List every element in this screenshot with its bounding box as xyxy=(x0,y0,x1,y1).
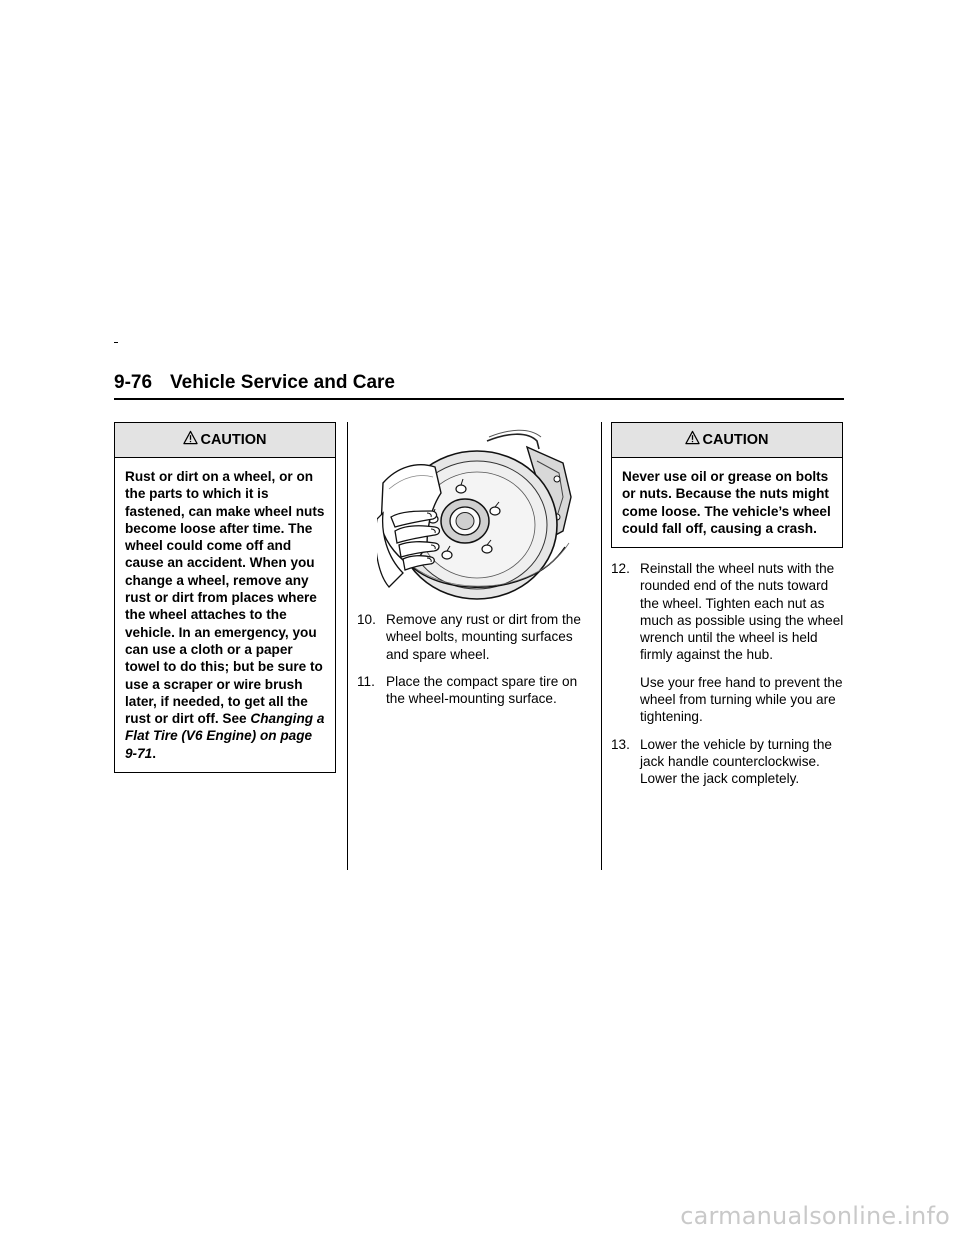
caution-body-left xyxy=(115,458,335,772)
caution-heading: CAUTION xyxy=(200,432,267,448)
caution-box-right xyxy=(611,422,843,548)
section-title: Vehicle Service and Care xyxy=(170,372,395,393)
step-text: Reinstall the wheel nuts with the rounded end of the nuts toward the wheel. Tighten each nut as much as possible using the wheel wrench until the wheel is held firmly against the hub. xyxy=(640,561,844,663)
caution-heading: CAUTION xyxy=(702,432,769,448)
step-number: 13. xyxy=(611,736,630,752)
step-text: Lower the vehicle by turning the jack handle counterclockwise. Lower the jack completely. xyxy=(640,736,832,787)
steps-middle-column xyxy=(357,611,595,717)
wheel-hub-cleaning-illustration xyxy=(377,427,579,603)
cross-reference-link[interactable]: Changing a Flat Tire (V6 Engine) on page 9-71 xyxy=(125,711,325,761)
page-header xyxy=(114,372,844,400)
list-item xyxy=(357,611,595,663)
list-item xyxy=(611,736,847,788)
site-watermark: carmanualsonline.info xyxy=(680,1202,950,1230)
list-item xyxy=(357,673,595,708)
column-divider-left xyxy=(347,422,348,870)
warning-triangle-icon xyxy=(183,430,198,445)
step-note: Use your free hand to prevent the wheel from turning while you are tightening. xyxy=(640,674,843,725)
step-text: Place the compact spare tire on the wheel-mounting surface. xyxy=(386,673,578,707)
steps-right-column xyxy=(611,560,847,798)
list-item xyxy=(611,560,847,726)
caution-header xyxy=(115,423,335,458)
caution-text-end: . xyxy=(152,745,156,761)
caution-box-left xyxy=(114,422,336,773)
step-number: 11. xyxy=(357,673,375,689)
column-divider-right xyxy=(601,422,602,870)
caution-text: Rust or dirt on a wheel, or on the parts to which it is fastened, can make wheel nuts become loose after time. The wheel could come off and cause an accident. When you change a wheel, remove any rust or dirt from places where the wheel attaches to the vehicle. In an emergency, you can use a cloth or a paper towel to do this; but be sure to use a scraper or wire brush later, if needed, to get all the rust or dirt off. See xyxy=(125,469,325,727)
step-number: 12. xyxy=(611,561,630,576)
caution-header xyxy=(612,423,842,458)
page-corner-mark xyxy=(114,342,118,343)
page-number: 9-76 xyxy=(114,372,153,393)
warning-triangle-icon xyxy=(685,430,700,445)
caution-body-right: Never use oil or grease on bolts or nuts. Because the nuts might come loose. The vehicle’s wheel could fall off, causing a crash. xyxy=(622,469,831,536)
step-number: 10. xyxy=(357,612,376,627)
step-text: Remove any rust or dirt from the wheel bolts, mounting surfaces and spare wheel. xyxy=(386,612,581,662)
